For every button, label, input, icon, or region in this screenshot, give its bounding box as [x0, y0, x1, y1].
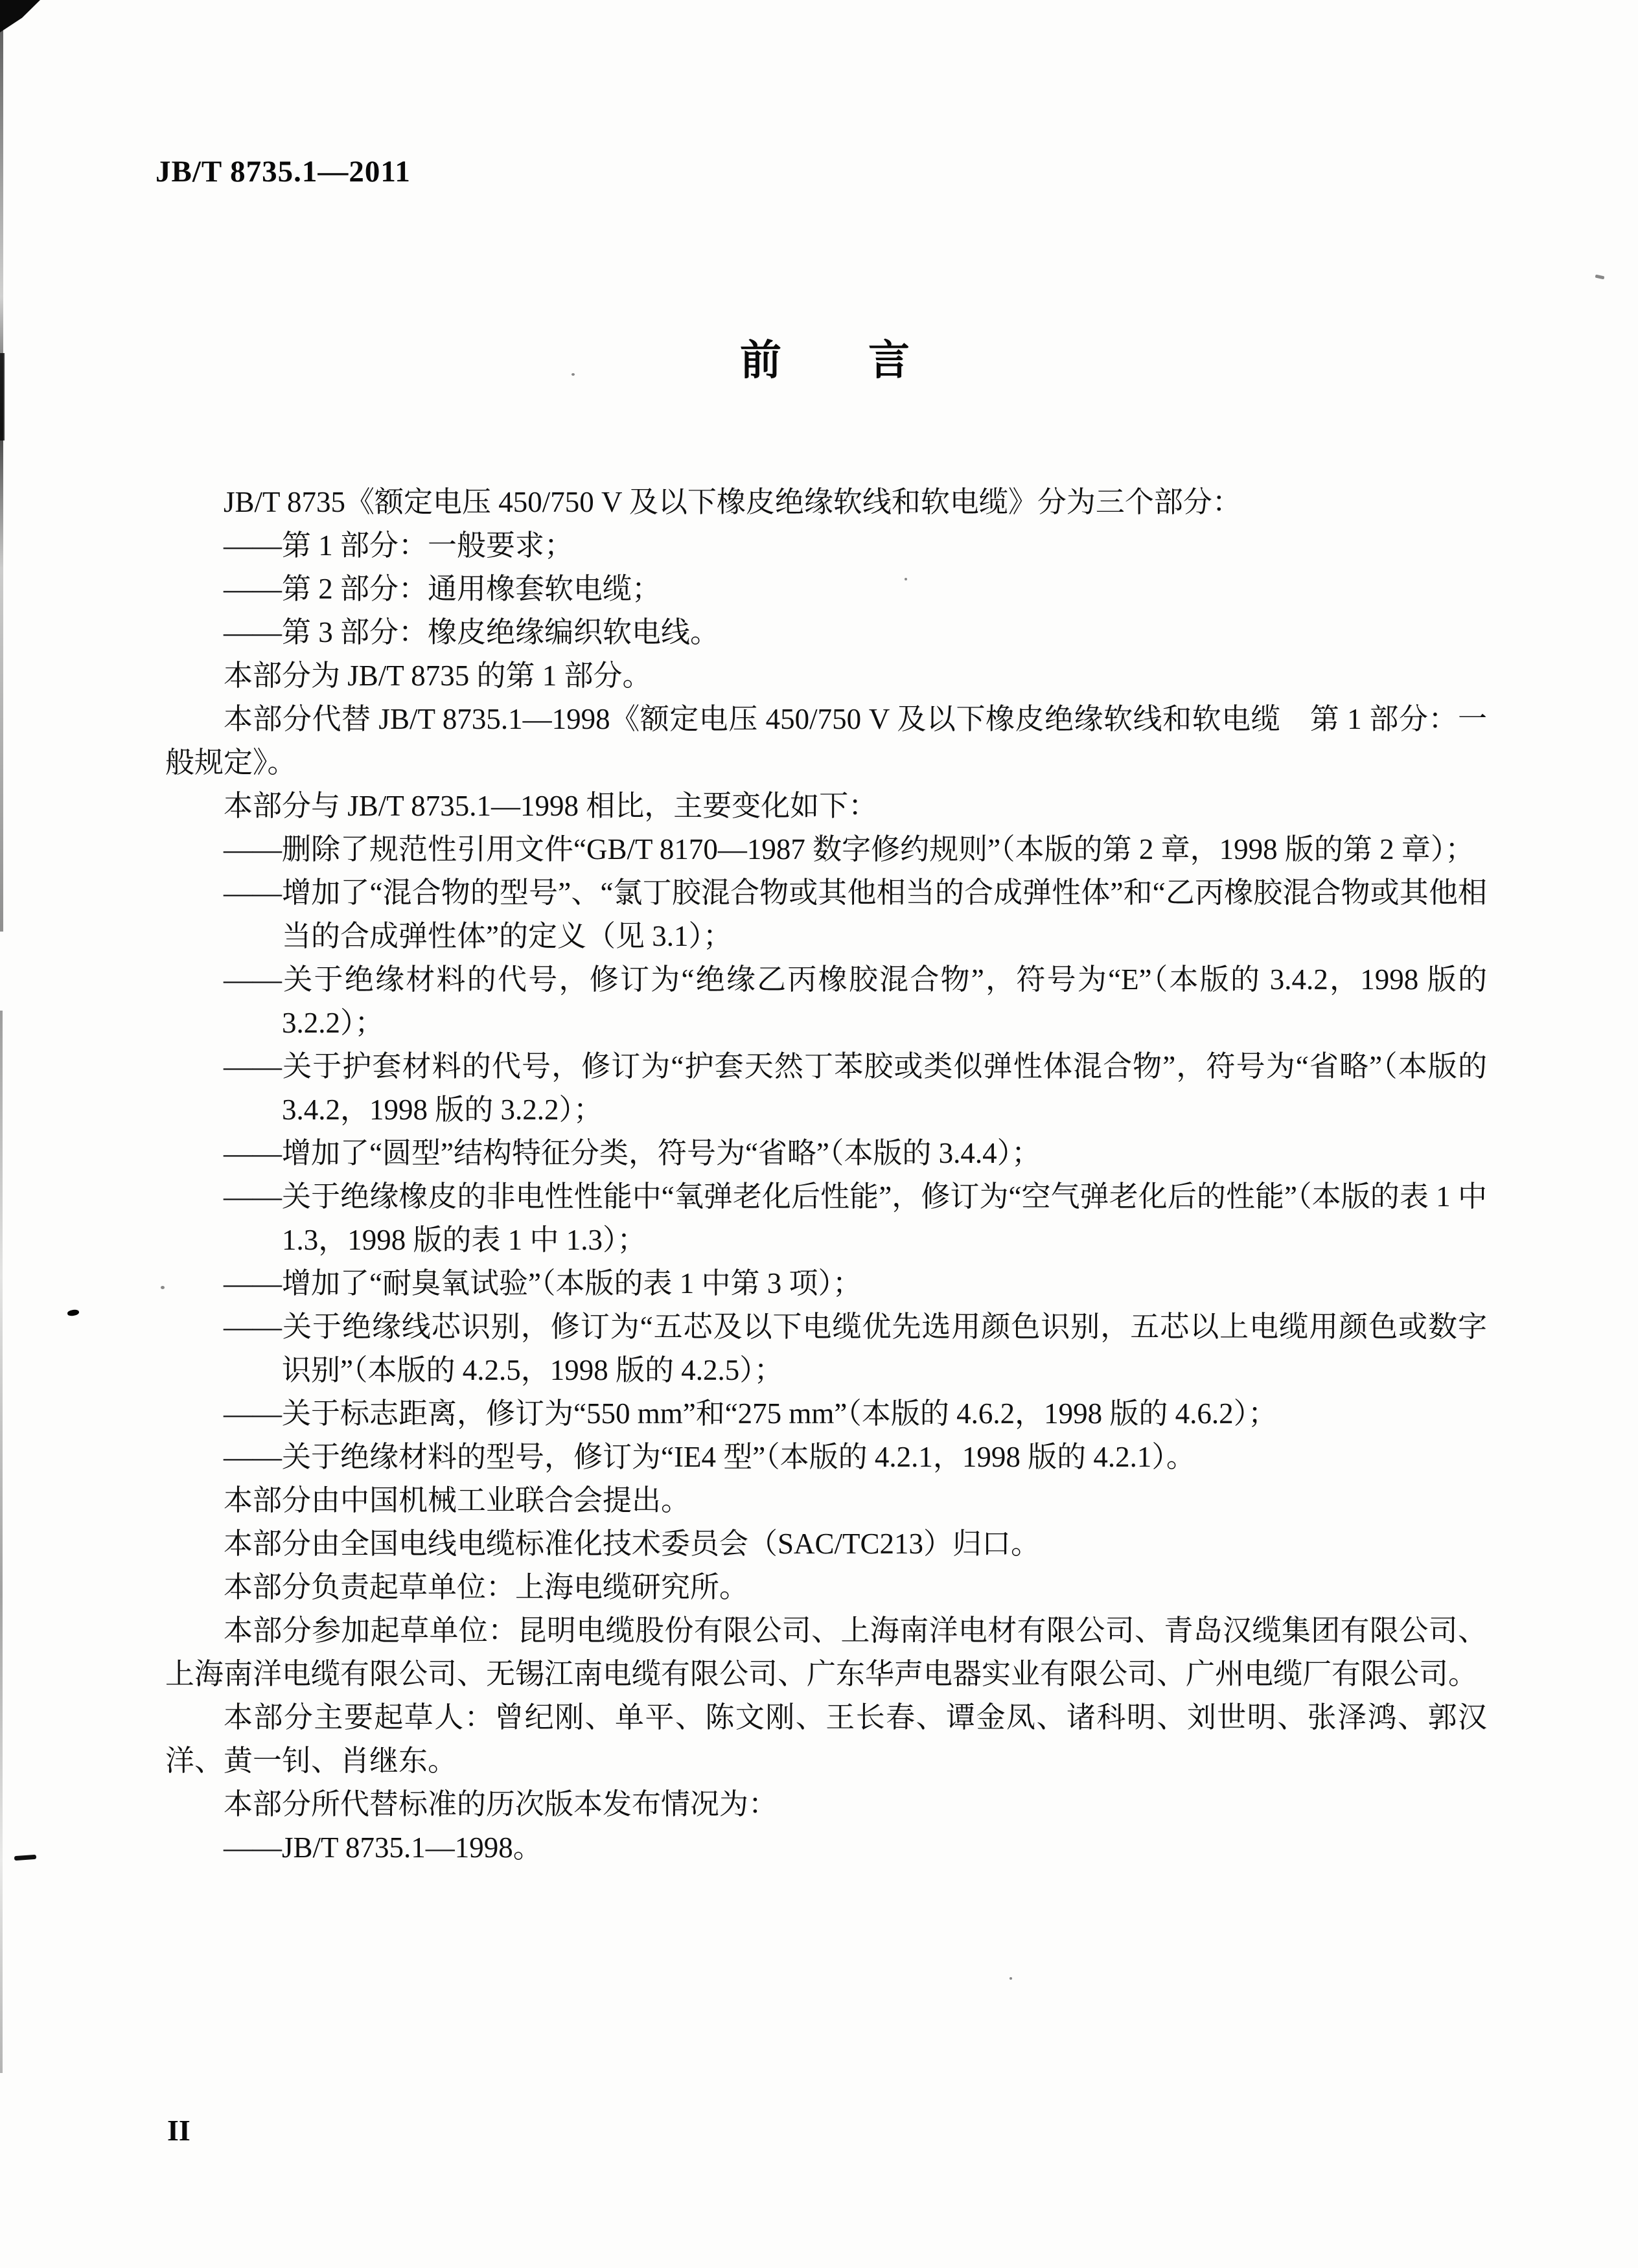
body-paragraph: 本部分为 JB/T 8735 的第 1 部分。 [224, 659, 652, 692]
ink-blot [67, 1309, 79, 1317]
body-paragraph: 本部分由全国电线电缆标准化技术委员会（SAC/TC213）归口。 [224, 1528, 1041, 1560]
change-list-item: ——增加了“耐臭氧试验”（本版的表 1 中第 3 项）； [224, 1267, 862, 1300]
change-list-item: ——关于绝缘材料的型号，修订为“IE4 型”（本版的 4.2.1，1998 版的 4.2.1）。 [224, 1441, 1195, 1473]
body-paragraph: 本部分与 JB/T 8735.1—1998 相比，主要变化如下： [224, 790, 878, 822]
scan-speckle [1009, 1977, 1012, 1980]
ink-blot [14, 1855, 36, 1861]
page-title: 前 言 [740, 337, 911, 384]
body-paragraph: 本部分代替 JB/T 8735.1—1998《额定电压 450/750 V 及以下橡皮绝缘软线和软电缆 第 1 部分：一般规定》。 [165, 703, 1487, 779]
change-list-item: ——关于绝缘材料的代号，修订为“绝缘乙丙橡胶混合物”，符号为“E”（本版的 3.4.2，1998 版的 3.2.2）； [224, 963, 1487, 1039]
body-paragraph: 本部分负责起草单位：上海电缆研究所。 [224, 1571, 749, 1603]
body-paragraph: 本部分所代替标准的历次版本发布情况为： [224, 1788, 778, 1820]
foreword-body [165, 481, 1487, 1870]
body-paragraph: 本部分由中国机械工业联合会提出。 [224, 1484, 691, 1517]
previous-edition-item: ——JB/T 8735.1—1998。 [224, 1831, 542, 1864]
body-paragraph: 本部分参加起草单位：昆明电缆股份有限公司、上海南洋电材有限公司、青岛汉缆集团有限公司、上海南洋电缆有限公司、无锡江南电缆有限公司、广东华声电器实业有限公司、广州电缆厂有限公司。 [165, 1614, 1487, 1690]
change-list-item: ——关于绝缘线芯识别，修订为“五芯及以下电缆优先选用颜色识别，五芯以上电缆用颜色或数字识别”（本版的 4.2.5，1998 版的 4.2.5）； [224, 1311, 1487, 1386]
change-list-item: ——删除了规范性引用文件“GB/T 8170—1987 数字修约规则”（本版的第 2 章，1998 版的第 2 章）； [224, 833, 1475, 865]
change-list-item: ——关于护套材料的代号，修订为“护套天然丁苯胶或类似弹性体混合物”，符号为“省略”（本版的 3.4.2，1998 版的 3.2.2）； [224, 1050, 1487, 1126]
scan-speckle [1595, 275, 1605, 280]
part-list-item: ——第 3 部分：橡皮绝缘编织软电线。 [224, 616, 720, 648]
body-paragraph: 本部分主要起草人：曾纪刚、单平、陈文刚、王长春、谭金凤、诸科明、刘世明、张泽鸿、郭汉洋、黄一钊、肖继东。 [165, 1701, 1487, 1777]
scan-edge-artifact [0, 353, 5, 441]
change-list-item: ——增加了“混合物的型号”、“氯丁胶混合物或其他相当的合成弹性体”和“乙丙橡胶混合物或其他相当的合成弹性体”的定义（见 3.1）； [224, 876, 1487, 952]
scan-edge-streak [0, 1011, 3, 2073]
part-list-item: ——第 2 部分：通用橡套软电缆； [224, 573, 662, 605]
change-list-item: ——关于绝缘橡皮的非电性性能中“氧弹老化后性能”，修订为“空气弹老化后的性能”（本版的表 1 中 1.3，1998 版的表 1 中 1.3）； [224, 1180, 1487, 1256]
change-list-item: ——增加了“圆型”结构特征分类，符号为“省略”（本版的 3.4.4）； [224, 1137, 1041, 1169]
scan-edge-streak [0, 25, 3, 932]
scan-speckle [161, 1286, 165, 1289]
change-list-item: ——关于标志距离，修订为“550 mm”和“275 mm”（本版的 4.6.2，1998 版的 4.6.2）； [224, 1397, 1278, 1430]
scan-corner-artifact [0, 0, 40, 32]
body-paragraph: JB/T 8735《额定电压 450/750 V 及以下橡皮绝缘软线和软电缆》分为三个部分： [224, 486, 1241, 518]
part-list-item: ——第 1 部分：一般要求； [224, 529, 574, 562]
page-number: II [167, 2114, 190, 2147]
standard-number: JB/T 8735.1—2011 [156, 155, 411, 189]
